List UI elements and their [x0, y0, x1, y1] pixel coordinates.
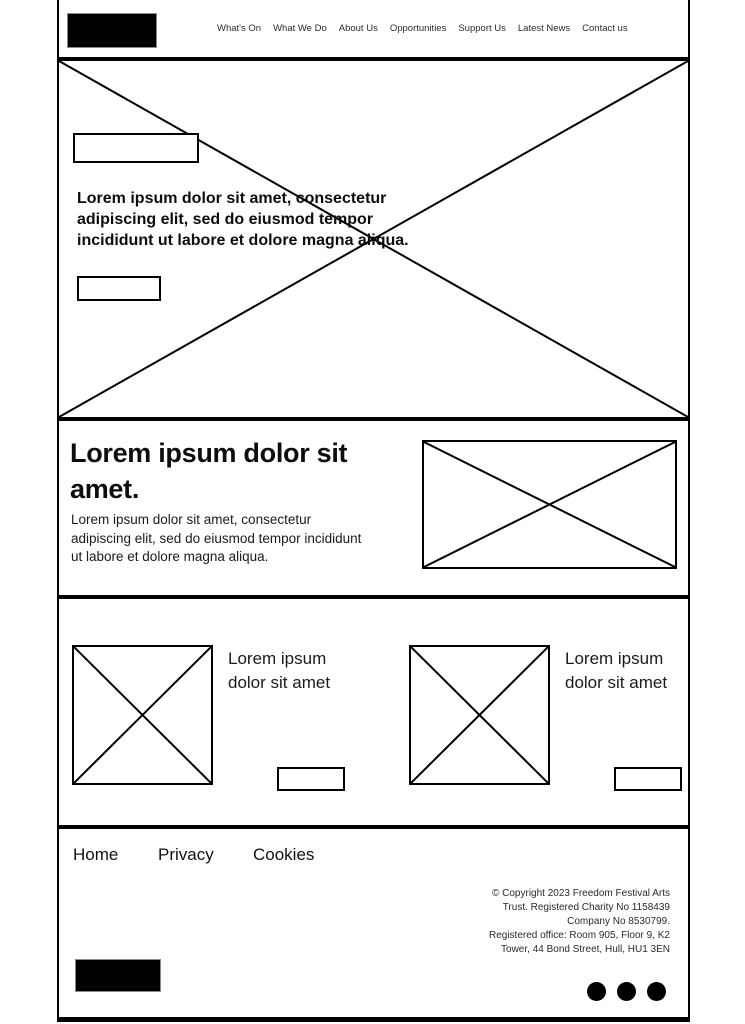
site-header: [59, 0, 688, 61]
hero-text-line: adipiscing elit, sed do eiusmod tempor: [77, 211, 374, 228]
social-circle-icon[interactable]: [617, 982, 636, 1001]
page-container: [57, 0, 690, 1022]
image-placeholder-x: [424, 442, 675, 567]
hero-title-placeholder[interactable]: [73, 133, 199, 163]
hero-text: [77, 188, 409, 251]
image-placeholder-x: [411, 647, 548, 783]
feature-heading-line: amet.: [70, 474, 140, 504]
header-logo[interactable]: [67, 13, 157, 48]
copyright-line: Registered office: Room 905, Floor 9, K2: [488, 930, 670, 941]
card-title-line: dolor sit amet: [565, 672, 668, 692]
feature-section: [59, 421, 688, 599]
feature-heading: [70, 435, 347, 507]
feature-body: [71, 511, 361, 567]
card-image-placeholder: [409, 645, 550, 785]
nav-item-latest-news[interactable]: Latest News: [517, 23, 571, 34]
copyright-text: [489, 887, 670, 957]
copyright-line: Tower, 44 Bond Street, Hull, HU1 3EN: [501, 944, 670, 955]
footer-link-privacy[interactable]: Privacy: [158, 845, 214, 864]
feature-image-placeholder: [422, 440, 677, 569]
copyright-line: Trust. Registered Charity No 1158439: [502, 902, 670, 913]
nav-item-support-us[interactable]: Support Us: [458, 23, 506, 34]
feature-body-line: Lorem ipsum dolor sit amet, consectetur: [71, 512, 312, 527]
copyright-line: © Copyright 2023 Freedom Festival Arts: [492, 888, 670, 899]
card-image-placeholder: [72, 645, 213, 785]
card: [409, 645, 741, 801]
social-icons: [587, 982, 666, 1001]
footer-link-cookies[interactable]: Cookies: [253, 845, 315, 864]
card-title: [565, 647, 667, 694]
nav-item-what-we-do[interactable]: What We Do: [273, 23, 327, 34]
social-circle-icon[interactable]: [587, 982, 606, 1001]
feature-body-line: ut labore et dolore magna aliqua.: [71, 549, 269, 564]
card-title-line: Lorem ipsum: [565, 649, 664, 668]
nav-item-contact-us[interactable]: Contact us: [582, 23, 628, 34]
hero-text-line: Lorem ipsum dolor sit amet, consectetur: [77, 190, 387, 207]
social-circle-icon[interactable]: [647, 982, 666, 1001]
card-title: [228, 647, 330, 694]
feature-body-line: adipiscing elit, sed do eiusmod tempor incididunt: [71, 530, 362, 546]
nav-item-opportunities[interactable]: Opportunities: [389, 23, 447, 34]
nav-item-whats-on[interactable]: What's On: [217, 23, 262, 34]
footer-link-home[interactable]: Home: [73, 845, 119, 864]
card-title-line: Lorem ipsum: [228, 649, 327, 668]
main-nav: [217, 0, 628, 57]
card-title-line: dolor sit amet: [228, 672, 331, 692]
footer-logo[interactable]: [75, 959, 161, 992]
card: [72, 645, 404, 801]
nav-item-about-us[interactable]: About Us: [338, 23, 378, 34]
card-cta-button[interactable]: [277, 767, 345, 791]
copyright-line: Company No 8530799.: [567, 916, 670, 927]
hero-section: [59, 61, 688, 421]
hero-cta-button[interactable]: [77, 276, 161, 301]
site-footer: [59, 829, 688, 1022]
image-placeholder-x: [74, 647, 211, 783]
card-cta-button[interactable]: [614, 767, 682, 791]
cards-section: [59, 599, 688, 829]
feature-heading-line: Lorem ipsum dolor sit: [70, 438, 348, 468]
hero-text-line: incididunt ut labore et dolore magna aliqua.: [77, 232, 409, 249]
